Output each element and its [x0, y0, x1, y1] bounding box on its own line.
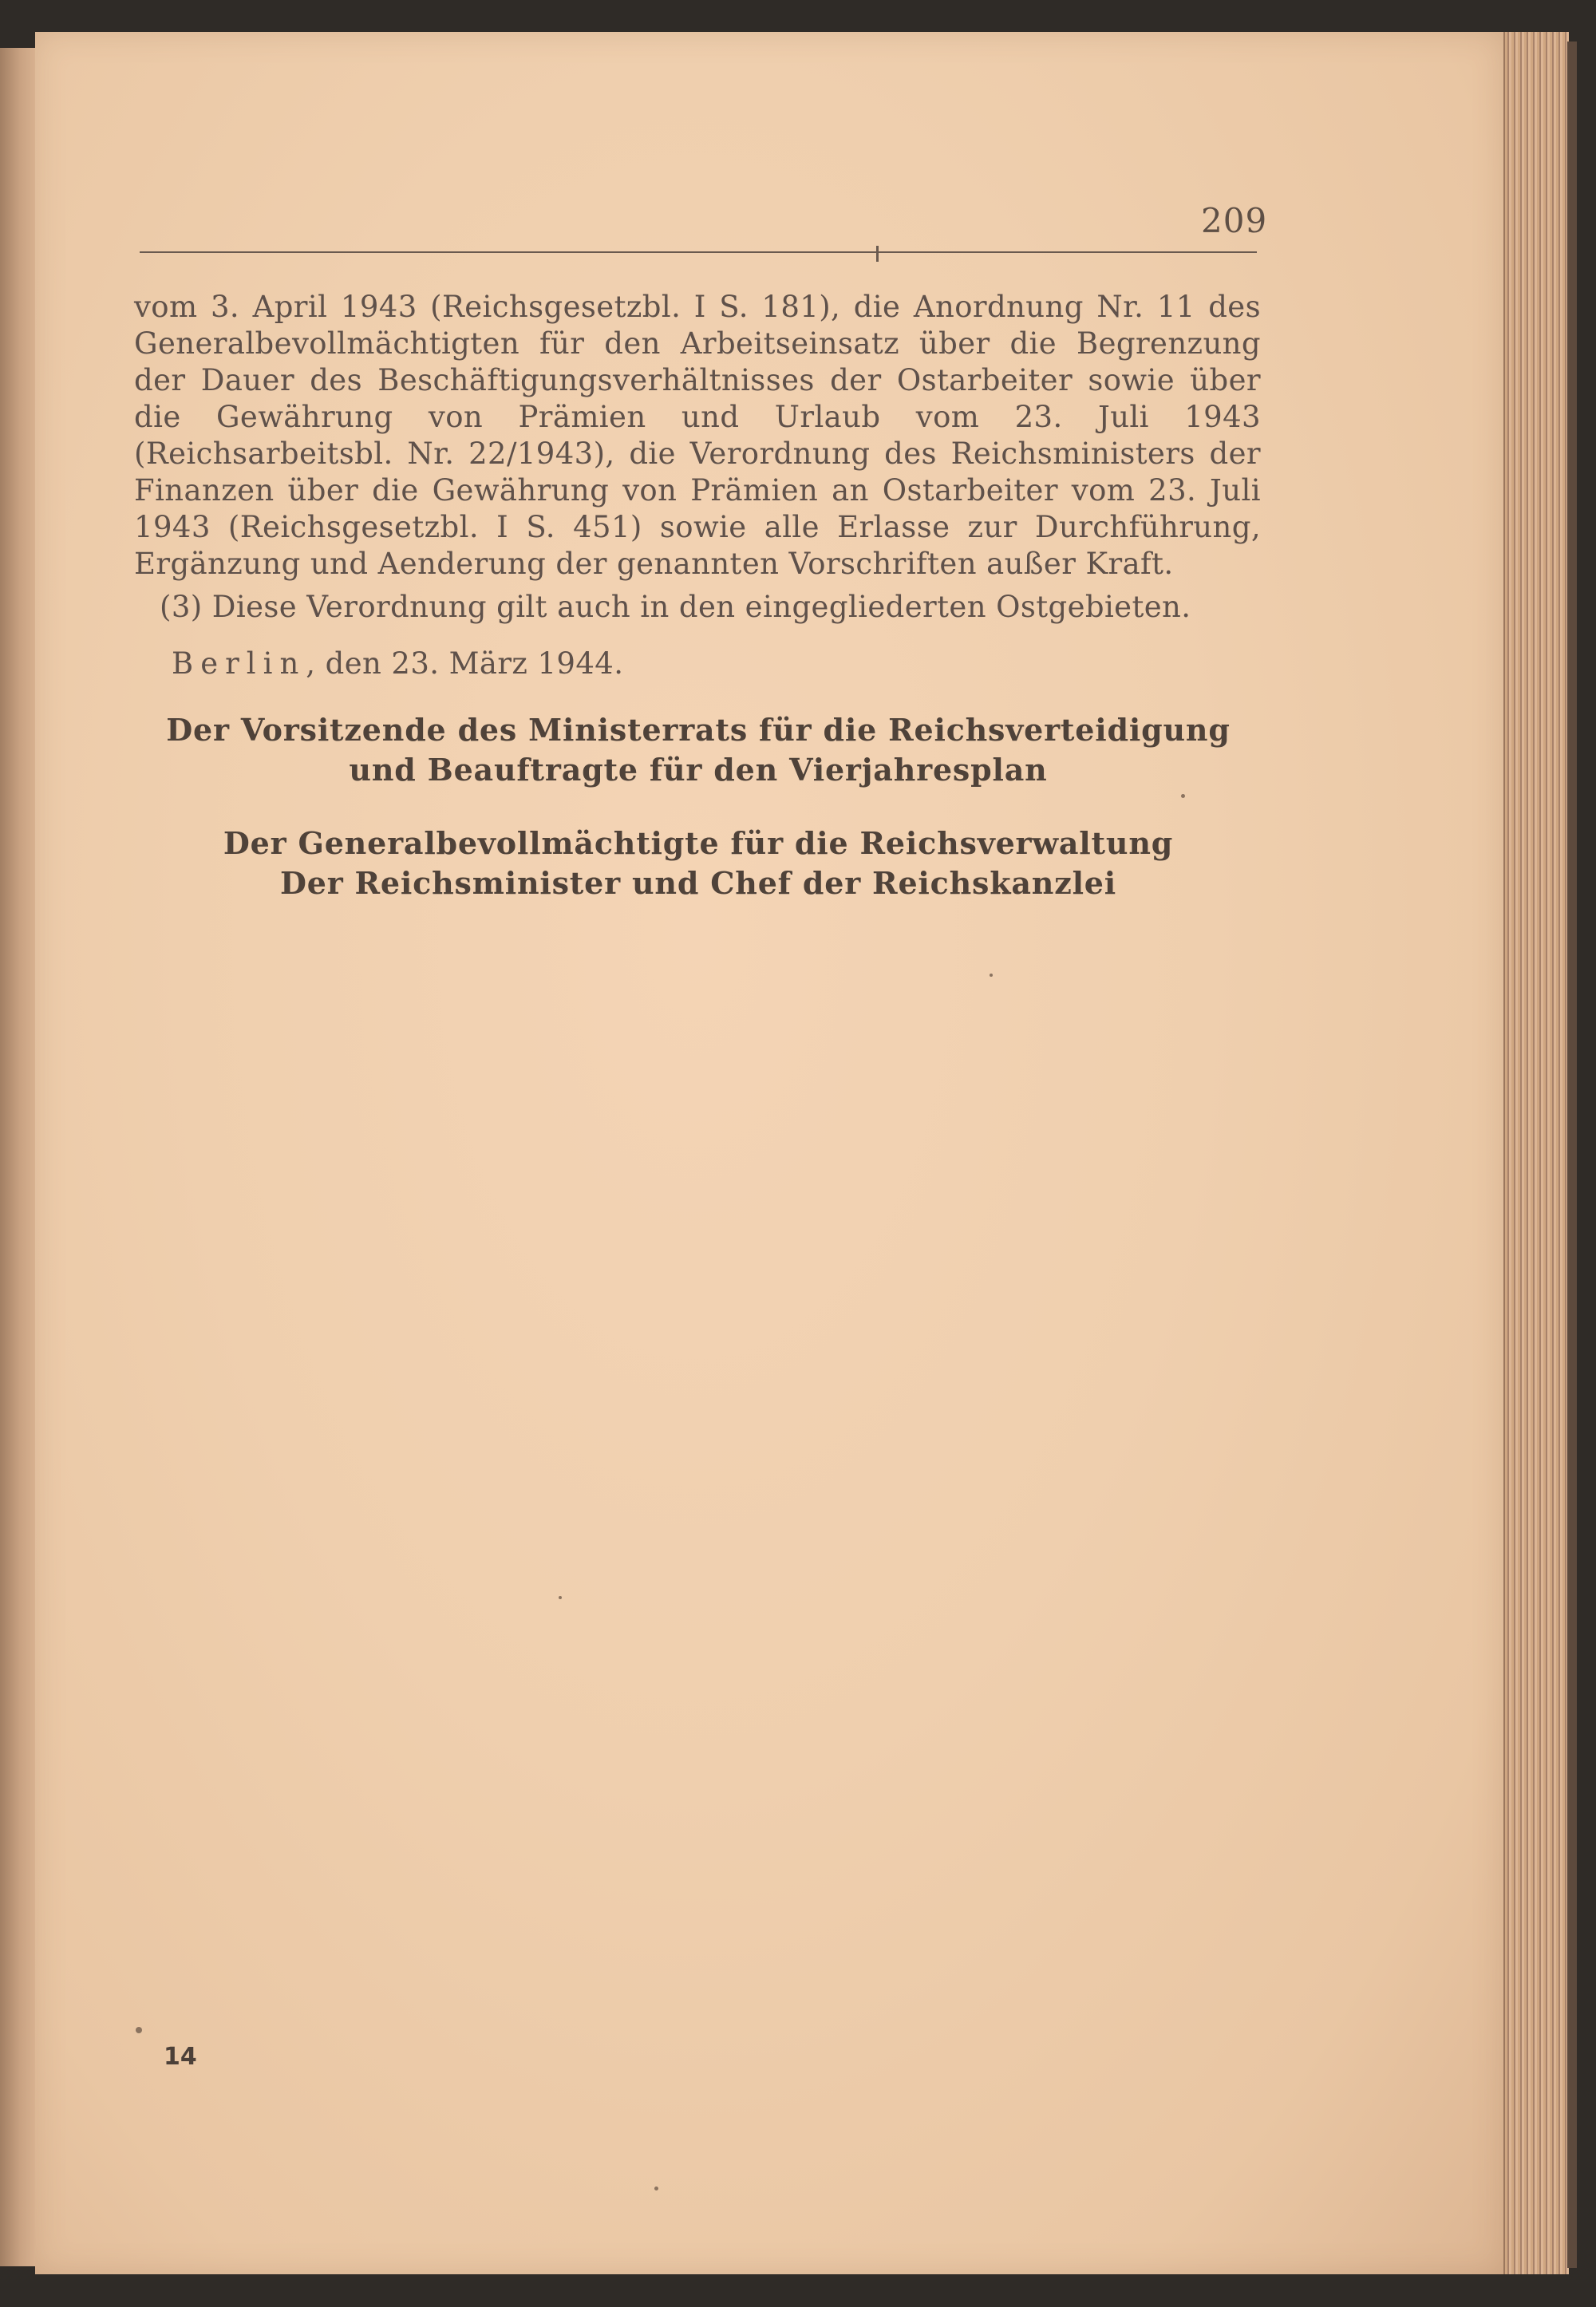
paper-speck — [990, 974, 993, 977]
signature-block-2 — [136, 824, 1261, 903]
signature-title-line: und Beauftragte für den Vierjahresplan — [349, 752, 1048, 788]
paper-speck — [559, 1596, 562, 1599]
paragraph-section-3: (3) Diese Verordnung gilt auch in den eingegliederten Ostgebieten. — [160, 590, 1191, 624]
header-rule — [140, 251, 1257, 253]
page-stack-edge — [1503, 32, 1569, 2274]
body-text — [134, 289, 1261, 626]
book-cover-edge — [1567, 41, 1577, 2268]
signature-block-1 — [136, 710, 1261, 790]
signature-title-line: Der Reichsminister und Chef der Reichskanzlei — [279, 865, 1117, 901]
signature-title-line: Der Vorsitzende des Ministerrats für die Reichsverteidigung — [166, 712, 1231, 748]
paper-speck — [136, 2027, 142, 2033]
paper-speck — [1181, 794, 1185, 798]
place-name: Berlin — [172, 646, 306, 681]
date-text: , den 23. März 1944. — [306, 646, 624, 681]
left-page-edge — [0, 48, 38, 2266]
header-rule-mark — [876, 246, 879, 262]
place-and-date — [172, 646, 623, 681]
signature-title-line: Der Generalbevollmächtigte für die Reichsverwaltung — [223, 825, 1174, 861]
signature-mark: 14 — [164, 2043, 197, 2071]
paper-speck — [654, 2187, 658, 2190]
page-number: 209 — [1201, 201, 1268, 240]
paragraph-continuation: vom 3. April 1943 (Reichsgesetzbl. I S. 181), die Anordnung Nr. 11 des Generalbevollmächtigten für den Arbeitseinsatz über die Begrenzung der Dauer des Beschäftigungsverhältnisses der Ostarbeiter sowie über die Gewährung von Prämien und Urlaub vom 23. Juli 1943 (Reichsarbeitsbl. Nr. 22/1943), die Verordnung des Reichsministers der Finanzen über die Gewährung von Prämien an Ostarbeiter vom 23. Juli 1943 (Reichsgesetzbl. I S. 451) sowie alle Erlasse zur Durchführung, Ergänzung und Aenderung der genannten Vorschriften außer Kraft. — [134, 290, 1261, 581]
